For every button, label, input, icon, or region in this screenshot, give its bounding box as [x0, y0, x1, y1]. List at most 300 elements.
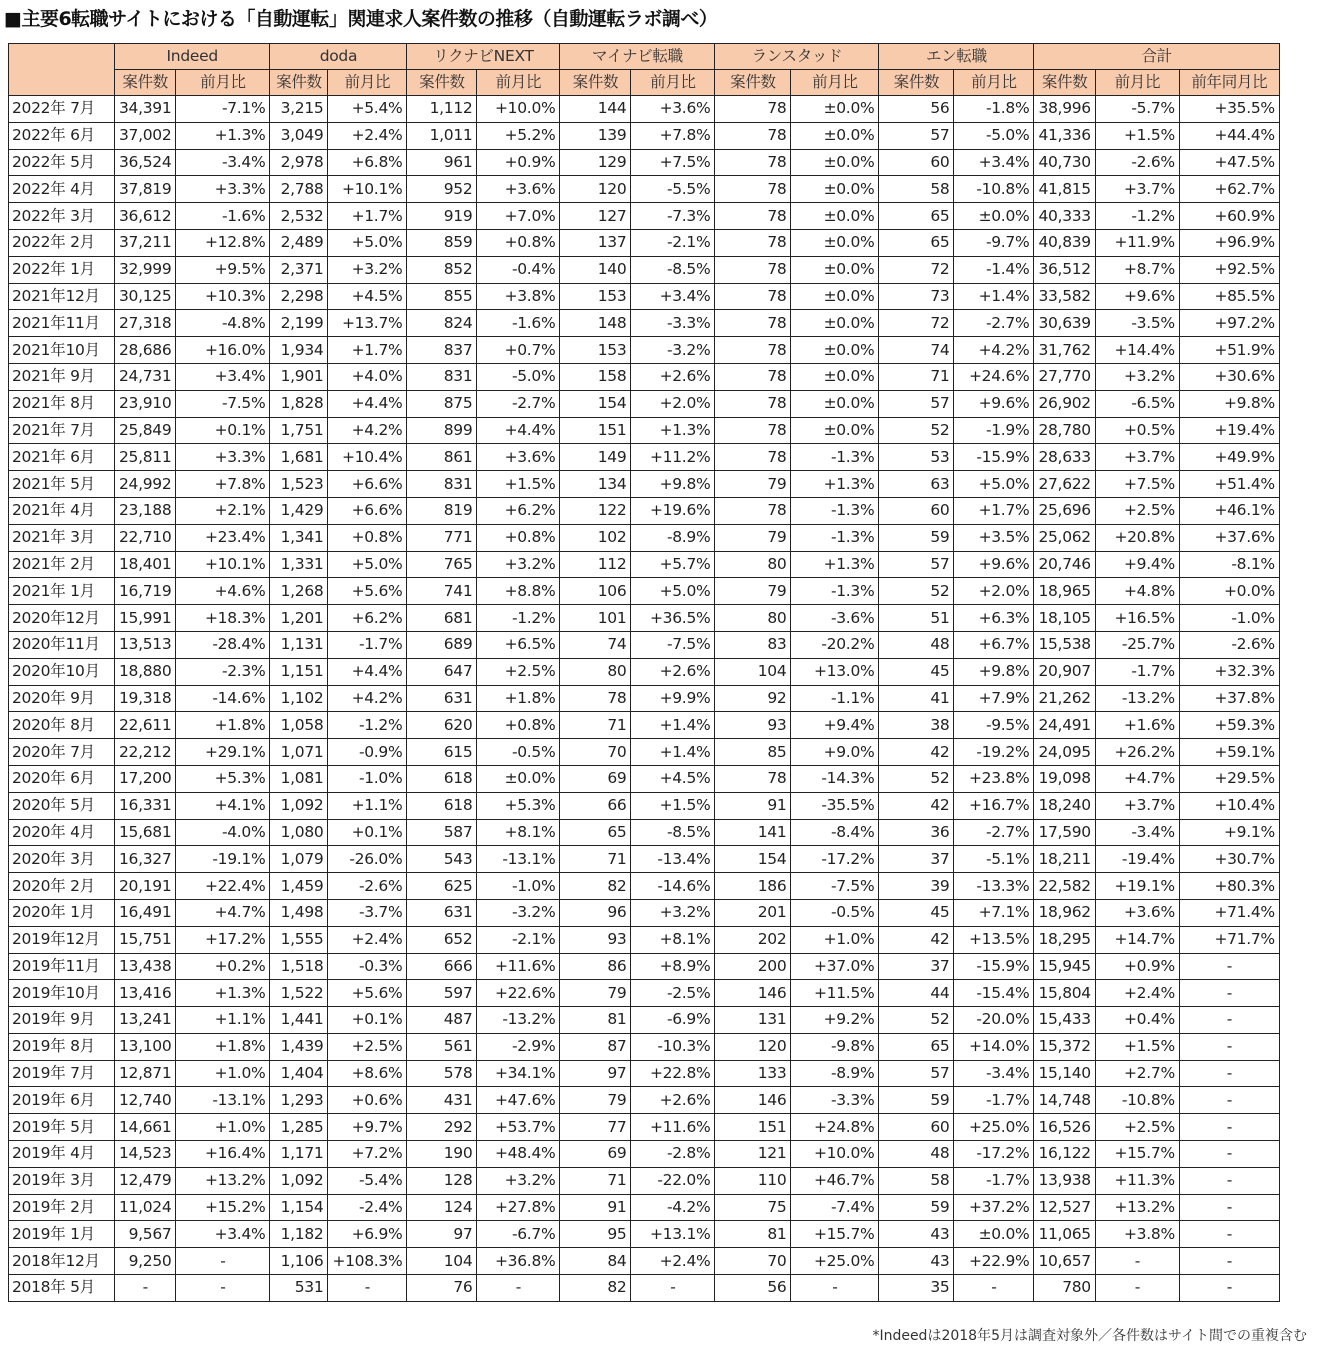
cell-mynavi-mom: +5.7%	[631, 551, 715, 578]
cell-rikunabi-mom: +27.8%	[477, 1194, 560, 1221]
cell-en-mom: +37.2%	[954, 1194, 1034, 1221]
table-row	[9, 390, 1280, 417]
cell-en-mom: -13.3%	[954, 873, 1034, 900]
cell-month: 2021年10月	[9, 337, 115, 364]
cell-en-count: 45	[879, 658, 954, 685]
cell-total-yoy: -	[1179, 1007, 1279, 1034]
header-count: 案件数	[879, 70, 954, 96]
cell-indeed-mom: +18.3%	[176, 605, 270, 632]
cell-doda-count: 531	[270, 1275, 328, 1302]
cell-total-yoy: +9.8%	[1179, 390, 1279, 417]
cell-indeed-count: 24,731	[115, 363, 176, 390]
cell-randstad-mom: ±0.0%	[791, 283, 879, 310]
cell-rikunabi-count: 631	[407, 685, 477, 712]
cell-en-mom: -9.5%	[954, 712, 1034, 739]
cell-en-count: 57	[879, 390, 954, 417]
cell-mynavi-count: 71	[560, 1167, 631, 1194]
cell-indeed-mom: -7.1%	[176, 96, 270, 123]
table-row	[9, 310, 1280, 337]
cell-total-mom: -3.5%	[1095, 310, 1179, 337]
table-row	[9, 980, 1280, 1007]
table-row	[9, 739, 1280, 766]
table-row	[9, 497, 1280, 524]
cell-indeed-count: 12,479	[115, 1167, 176, 1194]
cell-doda-mom: +4.4%	[328, 658, 407, 685]
cell-total-count: 22,582	[1034, 873, 1095, 900]
cell-total-count: 40,333	[1034, 203, 1095, 230]
cell-rikunabi-mom: +8.8%	[477, 578, 560, 605]
cell-total-count: 41,336	[1034, 122, 1095, 149]
cell-indeed-mom: -19.1%	[176, 846, 270, 873]
cell-doda-mom: +5.6%	[328, 980, 407, 1007]
cell-month: 2020年 8月	[9, 712, 115, 739]
cell-indeed-mom: +2.1%	[176, 497, 270, 524]
cell-total-mom: +3.2%	[1095, 363, 1179, 390]
metric-header-row	[9, 70, 1280, 96]
cell-randstad-count: 78	[715, 96, 791, 123]
cell-doda-mom: -1.7%	[328, 631, 407, 658]
cell-mynavi-count: 102	[560, 524, 631, 551]
cell-indeed-count: -	[115, 1275, 176, 1302]
cell-indeed-mom: +1.8%	[176, 712, 270, 739]
cell-en-mom: -17.2%	[954, 1141, 1034, 1168]
cell-doda-count: 1,081	[270, 765, 328, 792]
cell-total-yoy: +80.3%	[1179, 873, 1279, 900]
cell-indeed-mom: -4.8%	[176, 310, 270, 337]
cell-total-yoy: +59.3%	[1179, 712, 1279, 739]
cell-mynavi-mom: +11.2%	[631, 444, 715, 471]
cell-randstad-mom: -3.3%	[791, 1087, 879, 1114]
cell-total-count: 13,938	[1034, 1167, 1095, 1194]
cell-total-mom: +8.7%	[1095, 256, 1179, 283]
cell-doda-mom: -0.9%	[328, 739, 407, 766]
cell-doda-mom: +0.1%	[328, 1007, 407, 1034]
cell-en-count: 43	[879, 1248, 954, 1275]
cell-mynavi-mom: +2.4%	[631, 1248, 715, 1275]
cell-total-yoy: -	[1179, 1221, 1279, 1248]
cell-doda-count: 1,182	[270, 1221, 328, 1248]
cell-doda-count: 1,293	[270, 1087, 328, 1114]
cell-en-count: 56	[879, 96, 954, 123]
cell-en-count: 63	[879, 471, 954, 498]
cell-total-count: 24,095	[1034, 739, 1095, 766]
cell-doda-mom: +0.8%	[328, 524, 407, 551]
cell-total-mom: +9.4%	[1095, 551, 1179, 578]
cell-randstad-mom: +10.0%	[791, 1141, 879, 1168]
cell-rikunabi-mom: +5.2%	[477, 122, 560, 149]
cell-total-count: 15,945	[1034, 953, 1095, 980]
cell-rikunabi-count: 615	[407, 739, 477, 766]
cell-randstad-count: 120	[715, 1033, 791, 1060]
cell-mynavi-count: 87	[560, 1033, 631, 1060]
table-row	[9, 524, 1280, 551]
site-header-total: 合計	[1034, 44, 1279, 70]
cell-rikunabi-mom: +3.2%	[477, 1167, 560, 1194]
cell-rikunabi-mom: +0.8%	[477, 229, 560, 256]
cell-doda-count: 1,171	[270, 1141, 328, 1168]
cell-total-yoy: +37.8%	[1179, 685, 1279, 712]
cell-en-mom: +23.8%	[954, 765, 1034, 792]
cell-doda-mom: +4.4%	[328, 390, 407, 417]
cell-doda-count: 1,341	[270, 524, 328, 551]
table-row	[9, 873, 1280, 900]
cell-total-mom: -6.5%	[1095, 390, 1179, 417]
cell-indeed-count: 14,661	[115, 1114, 176, 1141]
cell-mynavi-mom: +3.2%	[631, 899, 715, 926]
cell-month: 2021年12月	[9, 283, 115, 310]
cell-total-yoy: +47.5%	[1179, 149, 1279, 176]
cell-indeed-count: 24,992	[115, 471, 176, 498]
cell-en-mom: +25.0%	[954, 1114, 1034, 1141]
cell-rikunabi-count: 852	[407, 256, 477, 283]
cell-mynavi-mom: +1.4%	[631, 712, 715, 739]
cell-indeed-mom: +3.3%	[176, 176, 270, 203]
cell-indeed-mom: +16.0%	[176, 337, 270, 364]
cell-total-yoy: +59.1%	[1179, 739, 1279, 766]
cell-mynavi-mom: +1.3%	[631, 417, 715, 444]
cell-indeed-mom: +10.3%	[176, 283, 270, 310]
cell-en-mom: +6.3%	[954, 605, 1034, 632]
cell-indeed-mom: +15.2%	[176, 1194, 270, 1221]
cell-randstad-mom: -0.5%	[791, 899, 879, 926]
header-mom: 前月比	[477, 70, 560, 96]
cell-total-yoy: -	[1179, 1033, 1279, 1060]
cell-month: 2020年12月	[9, 605, 115, 632]
cell-mynavi-count: 71	[560, 846, 631, 873]
cell-mynavi-count: 66	[560, 792, 631, 819]
cell-doda-count: 1,498	[270, 899, 328, 926]
cell-indeed-mom: +3.4%	[176, 363, 270, 390]
cell-en-count: 42	[879, 926, 954, 953]
cell-rikunabi-count: 859	[407, 229, 477, 256]
cell-doda-mom: +4.2%	[328, 685, 407, 712]
table-row	[9, 203, 1280, 230]
cell-total-yoy: +29.5%	[1179, 765, 1279, 792]
cell-indeed-mom: -13.1%	[176, 1087, 270, 1114]
site-header-en-tenshoku: エン転職	[879, 44, 1034, 70]
table-row	[9, 1167, 1280, 1194]
cell-total-mom: +1.6%	[1095, 712, 1179, 739]
cell-mynavi-count: 81	[560, 1007, 631, 1034]
cell-indeed-count: 13,241	[115, 1007, 176, 1034]
cell-en-count: 65	[879, 229, 954, 256]
cell-doda-count: 1,518	[270, 953, 328, 980]
cell-month: 2020年 7月	[9, 739, 115, 766]
cell-total-mom: -2.6%	[1095, 149, 1179, 176]
cell-month: 2019年 5月	[9, 1114, 115, 1141]
cell-mynavi-count: 79	[560, 1087, 631, 1114]
cell-en-count: 60	[879, 497, 954, 524]
cell-total-count: 25,062	[1034, 524, 1095, 551]
cell-doda-count: 1,131	[270, 631, 328, 658]
cell-rikunabi-count: 831	[407, 471, 477, 498]
cell-doda-mom: +7.2%	[328, 1141, 407, 1168]
cell-rikunabi-count: 292	[407, 1114, 477, 1141]
cell-indeed-count: 25,811	[115, 444, 176, 471]
cell-en-count: 48	[879, 1141, 954, 1168]
cell-en-mom: +4.2%	[954, 337, 1034, 364]
cell-total-mom: +4.8%	[1095, 578, 1179, 605]
cell-indeed-mom: -4.0%	[176, 819, 270, 846]
cell-doda-mom: +4.2%	[328, 417, 407, 444]
cell-total-count: 16,122	[1034, 1141, 1095, 1168]
table-row	[9, 658, 1280, 685]
cell-mynavi-count: 144	[560, 96, 631, 123]
cell-randstad-mom: ±0.0%	[791, 149, 879, 176]
cell-total-count: 18,295	[1034, 926, 1095, 953]
cell-mynavi-count: 78	[560, 685, 631, 712]
cell-doda-count: 2,489	[270, 229, 328, 256]
cell-rikunabi-mom: +3.2%	[477, 551, 560, 578]
cell-en-mom: -15.9%	[954, 953, 1034, 980]
cell-month: 2019年 8月	[9, 1033, 115, 1060]
cell-mynavi-mom: +7.8%	[631, 122, 715, 149]
cell-indeed-count: 28,686	[115, 337, 176, 364]
cell-doda-count: 1,522	[270, 980, 328, 1007]
cell-total-mom: +3.8%	[1095, 1221, 1179, 1248]
cell-mynavi-mom: +8.1%	[631, 926, 715, 953]
cell-en-mom: -1.7%	[954, 1087, 1034, 1114]
cell-en-count: 44	[879, 980, 954, 1007]
cell-doda-mom: -1.0%	[328, 765, 407, 792]
cell-total-count: 19,098	[1034, 765, 1095, 792]
cell-total-yoy: -	[1179, 1087, 1279, 1114]
cell-en-mom: +1.4%	[954, 283, 1034, 310]
cell-doda-count: 1,058	[270, 712, 328, 739]
cell-total-yoy: +35.5%	[1179, 96, 1279, 123]
cell-total-count: 36,512	[1034, 256, 1095, 283]
cell-total-count: 15,433	[1034, 1007, 1095, 1034]
cell-doda-count: 1,751	[270, 417, 328, 444]
cell-randstad-mom: +9.0%	[791, 739, 879, 766]
cell-rikunabi-mom: +3.6%	[477, 444, 560, 471]
cell-en-mom: +3.5%	[954, 524, 1034, 551]
cell-rikunabi-count: 620	[407, 712, 477, 739]
cell-randstad-count: 78	[715, 122, 791, 149]
cell-randstad-count: 78	[715, 390, 791, 417]
cell-month: 2018年 5月	[9, 1275, 115, 1302]
header-count: 案件数	[1034, 70, 1095, 96]
cell-doda-mom: -2.4%	[328, 1194, 407, 1221]
cell-randstad-count: 201	[715, 899, 791, 926]
cell-mynavi-mom: +9.9%	[631, 685, 715, 712]
cell-mynavi-count: 149	[560, 444, 631, 471]
cell-indeed-count: 20,191	[115, 873, 176, 900]
cell-randstad-mom: ±0.0%	[791, 390, 879, 417]
cell-rikunabi-mom: +48.4%	[477, 1141, 560, 1168]
cell-rikunabi-count: 625	[407, 873, 477, 900]
cell-mynavi-count: 69	[560, 1141, 631, 1168]
header-yoy: 前年同月比	[1179, 70, 1279, 96]
cell-doda-mom: -0.3%	[328, 953, 407, 980]
cell-total-yoy: +10.4%	[1179, 792, 1279, 819]
cell-mynavi-mom: +36.5%	[631, 605, 715, 632]
cell-en-mom: -10.8%	[954, 176, 1034, 203]
cell-indeed-count: 9,567	[115, 1221, 176, 1248]
table-row	[9, 1248, 1280, 1275]
cell-doda-count: 2,199	[270, 310, 328, 337]
cell-rikunabi-mom: +3.6%	[477, 176, 560, 203]
cell-month: 2021年 5月	[9, 471, 115, 498]
footnote: *Indeedは2018年5月は調査対象外／各件数はサイト間での重複含む	[872, 1328, 1307, 1344]
cell-en-count: 71	[879, 363, 954, 390]
cell-rikunabi-count: 587	[407, 819, 477, 846]
cell-mynavi-count: 140	[560, 256, 631, 283]
cell-rikunabi-mom: +0.7%	[477, 337, 560, 364]
cell-en-mom: +9.8%	[954, 658, 1034, 685]
cell-rikunabi-count: 765	[407, 551, 477, 578]
cell-mynavi-count: 129	[560, 149, 631, 176]
cell-indeed-mom: +4.6%	[176, 578, 270, 605]
cell-rikunabi-mom: +1.8%	[477, 685, 560, 712]
cell-randstad-count: 104	[715, 658, 791, 685]
cell-mynavi-count: 151	[560, 417, 631, 444]
table-row	[9, 685, 1280, 712]
cell-randstad-mom: -17.2%	[791, 846, 879, 873]
cell-en-count: 57	[879, 122, 954, 149]
cell-mynavi-count: 112	[560, 551, 631, 578]
cell-rikunabi-count: 1,011	[407, 122, 477, 149]
cell-doda-mom: +1.7%	[328, 337, 407, 364]
cell-total-yoy: +30.6%	[1179, 363, 1279, 390]
cell-rikunabi-count: 837	[407, 337, 477, 364]
table-row	[9, 176, 1280, 203]
cell-randstad-mom: -7.5%	[791, 873, 879, 900]
cell-doda-mom: -	[328, 1275, 407, 1302]
cell-en-count: 37	[879, 953, 954, 980]
cell-month: 2018年12月	[9, 1248, 115, 1275]
cell-indeed-count: 19,318	[115, 685, 176, 712]
cell-indeed-mom: +0.1%	[176, 417, 270, 444]
cell-indeed-mom: +10.1%	[176, 551, 270, 578]
cell-doda-mom: +3.2%	[328, 256, 407, 283]
cell-indeed-count: 22,212	[115, 739, 176, 766]
table-row	[9, 229, 1280, 256]
cell-total-mom: +3.6%	[1095, 899, 1179, 926]
cell-month: 2019年 9月	[9, 1007, 115, 1034]
cell-indeed-mom: -	[176, 1248, 270, 1275]
cell-doda-mom: -3.7%	[328, 899, 407, 926]
cell-total-mom: -1.2%	[1095, 203, 1179, 230]
cell-total-yoy: +85.5%	[1179, 283, 1279, 310]
cell-total-mom: -	[1095, 1275, 1179, 1302]
cell-randstad-mom: ±0.0%	[791, 229, 879, 256]
cell-randstad-count: 78	[715, 229, 791, 256]
cell-randstad-count: 93	[715, 712, 791, 739]
cell-randstad-count: 83	[715, 631, 791, 658]
cell-mynavi-count: 65	[560, 819, 631, 846]
cell-randstad-count: 78	[715, 203, 791, 230]
cell-doda-mom: +5.0%	[328, 551, 407, 578]
cell-indeed-count: 23,910	[115, 390, 176, 417]
cell-month: 2021年 8月	[9, 390, 115, 417]
cell-indeed-mom: +5.3%	[176, 765, 270, 792]
cell-total-mom: +19.1%	[1095, 873, 1179, 900]
cell-randstad-mom: +1.0%	[791, 926, 879, 953]
cell-total-count: 18,965	[1034, 578, 1095, 605]
cell-total-mom: +14.4%	[1095, 337, 1179, 364]
cell-en-mom: ±0.0%	[954, 1221, 1034, 1248]
cell-mynavi-count: 70	[560, 739, 631, 766]
cell-randstad-mom: ±0.0%	[791, 337, 879, 364]
cell-en-count: 51	[879, 605, 954, 632]
cell-indeed-mom: -	[176, 1275, 270, 1302]
cell-mynavi-mom: -3.2%	[631, 337, 715, 364]
cell-total-count: 31,762	[1034, 337, 1095, 364]
cell-rikunabi-count: 97	[407, 1221, 477, 1248]
cell-doda-mom: +2.5%	[328, 1033, 407, 1060]
cell-en-count: 42	[879, 739, 954, 766]
cell-en-mom: +13.5%	[954, 926, 1034, 953]
cell-doda-mom: +5.4%	[328, 96, 407, 123]
cell-indeed-count: 15,991	[115, 605, 176, 632]
cell-doda-mom: -5.4%	[328, 1167, 407, 1194]
cell-total-count: 40,839	[1034, 229, 1095, 256]
cell-en-mom: +6.7%	[954, 631, 1034, 658]
cell-doda-count: 1,102	[270, 685, 328, 712]
cell-indeed-mom: -7.5%	[176, 390, 270, 417]
cell-doda-count: 1,934	[270, 337, 328, 364]
cell-rikunabi-count: 631	[407, 899, 477, 926]
cell-mynavi-mom: +1.4%	[631, 739, 715, 766]
cell-total-count: 14,748	[1034, 1087, 1095, 1114]
cell-month: 2021年 1月	[9, 578, 115, 605]
cell-en-mom: -2.7%	[954, 819, 1034, 846]
cell-en-count: 39	[879, 873, 954, 900]
table-row	[9, 712, 1280, 739]
cell-indeed-count: 36,524	[115, 149, 176, 176]
cell-mynavi-mom: +13.1%	[631, 1221, 715, 1248]
site-header-row	[9, 44, 1280, 70]
table-row	[9, 1141, 1280, 1168]
cell-month: 2020年 4月	[9, 819, 115, 846]
cell-indeed-count: 34,391	[115, 96, 176, 123]
cell-indeed-count: 15,681	[115, 819, 176, 846]
cell-en-count: 41	[879, 685, 954, 712]
cell-month: 2021年 6月	[9, 444, 115, 471]
cell-total-count: 33,582	[1034, 283, 1095, 310]
cell-doda-mom: +10.1%	[328, 176, 407, 203]
header-count: 案件数	[407, 70, 477, 96]
cell-rikunabi-count: 431	[407, 1087, 477, 1114]
cell-en-mom: +7.9%	[954, 685, 1034, 712]
cell-month: 2019年 1月	[9, 1221, 115, 1248]
cell-rikunabi-mom: -3.2%	[477, 899, 560, 926]
table-row	[9, 1275, 1280, 1302]
cell-month: 2022年 1月	[9, 256, 115, 283]
cell-randstad-mom: ±0.0%	[791, 310, 879, 337]
cell-randstad-mom: +24.8%	[791, 1114, 879, 1141]
cell-rikunabi-count: 647	[407, 658, 477, 685]
cell-mynavi-mom: -2.1%	[631, 229, 715, 256]
cell-doda-count: 3,215	[270, 96, 328, 123]
cell-randstad-mom: +9.2%	[791, 1007, 879, 1034]
cell-total-yoy: -	[1179, 1114, 1279, 1141]
cell-mynavi-mom: -	[631, 1275, 715, 1302]
cell-en-count: 52	[879, 765, 954, 792]
cell-total-mom: -13.2%	[1095, 685, 1179, 712]
cell-randstad-count: 133	[715, 1060, 791, 1087]
cell-doda-count: 2,788	[270, 176, 328, 203]
table-row	[9, 363, 1280, 390]
cell-en-count: 65	[879, 1033, 954, 1060]
cell-rikunabi-mom: +3.8%	[477, 283, 560, 310]
cell-en-mom: -5.1%	[954, 846, 1034, 873]
cell-total-yoy: -	[1179, 1060, 1279, 1087]
cell-randstad-count: 154	[715, 846, 791, 873]
cell-rikunabi-count: 597	[407, 980, 477, 1007]
cell-total-mom: +0.9%	[1095, 953, 1179, 980]
